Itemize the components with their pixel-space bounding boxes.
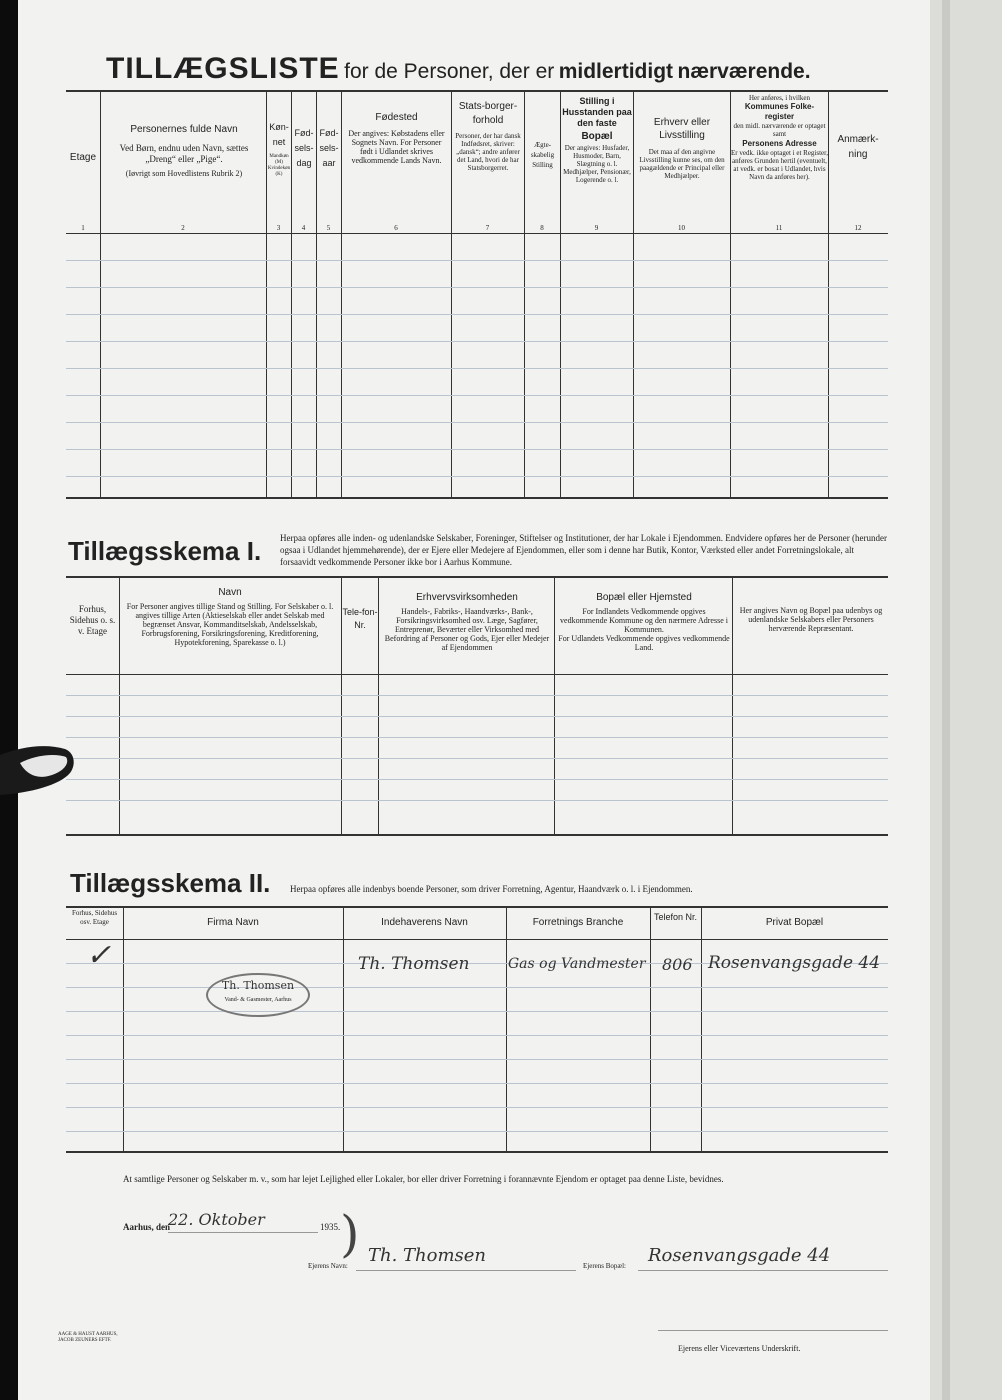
skema2-col-bopael: Privat Bopæl <box>765 917 824 928</box>
col-number: 3 <box>276 224 281 232</box>
printer-mark: AAGE & HAUST AARHUS, JACOB ZEUNERS EFTF. <box>58 1332 118 1343</box>
header-navn-title: Personernes fulde Navn <box>130 124 238 135</box>
skema1-col-bopael-sub2: For Udlandets Vedkommende opgives vedkommende Land. <box>558 634 730 652</box>
title-rest1: for de Personer, der er <box>344 60 555 83</box>
header-stilling <box>562 96 632 184</box>
header-navn <box>104 124 264 178</box>
form-page <box>18 0 930 1400</box>
header-erhverv <box>635 116 729 180</box>
stamp-name: Th. Thomsen <box>221 979 295 992</box>
col-number: 1 <box>81 224 85 232</box>
header-stilling-sub: Der angives: Husfader, Husmoder, Barn, Slægtning o. l. Medhjælper, Pensionær, Logerende o. l. <box>563 144 631 184</box>
header-bopael: Bopæl <box>581 131 613 142</box>
header-stats-title: Stats-borger-forhold <box>458 101 518 126</box>
footer-place: Aarhus, den <box>123 1222 171 1232</box>
header-aegte: Ægte-skabelig Stilling <box>530 141 555 169</box>
footer-owner-name: Th. Thomsen <box>368 1245 487 1266</box>
footer-signature-label: Ejerens eller Viceværtens Underskrift. <box>678 1344 801 1353</box>
skema2-col-firma: Firma Navn <box>207 917 259 928</box>
header-kommune-bold: Kommunes Folke-register <box>744 102 815 121</box>
header-fodested <box>345 112 448 165</box>
col-number: 7 <box>485 224 490 232</box>
col-number: 9 <box>594 224 599 232</box>
skema1-col-bopael-sub1: For Indlandets Vedkommende opgives vedkommende Kommune og den nærmere Adresse i Kommunen. <box>560 607 728 634</box>
header-navn-sub: Ved Børn, endnu uden Navn, sættes „Dreng“ eller „Pige“. <box>119 143 249 164</box>
header-fodselsaar: Fød-sels-aar <box>319 128 339 168</box>
skema1-col-rep: Her angives Navn og Bopæl paa udenbys og udenlandske Selskabers eller Personers herværende Repræsentant. <box>739 606 883 633</box>
checkmark: ✓ <box>86 938 112 973</box>
col-number: 10 <box>678 224 685 232</box>
skema1-col-bopael <box>558 592 730 652</box>
col-number: 2 <box>181 224 185 232</box>
skema1-col-erhverv-title: Erhvervsvirksomheden <box>416 592 518 603</box>
skema1-col-navn-sub: For Personer angives tillige Stand og Stilling. For Selskaber o. l. angives tillige Arten (Aktieselskab eller andet Selskab med begrænset Ansvar, Kommanditselskab, Andelsselskab, Forbrugsforening, Forsikringsforening, Kreditforening, Hypotekforening, Sparekasse o. l.) <box>126 602 334 647</box>
footer-owner-address: Rosenvangsgade 44 <box>648 1245 831 1266</box>
skema1-title: Tillægsskema I. <box>68 536 262 566</box>
skema2-title: Tillægsskema II. <box>70 868 271 898</box>
footer-year: 1935. <box>320 1222 341 1232</box>
col-number: 4 <box>301 224 306 232</box>
header-erhverv-title: Erhverv eller Livsstilling <box>653 117 711 141</box>
footer-statement: At samtlige Personer og Selskaber m. v., som har lejet Lejlighed eller Lokaler, bor eller driver Forretning i forannævnte Ejendom er optaget paa denne Liste, bevidnes. <box>123 1174 724 1184</box>
title-rest2: nærværende. <box>677 60 811 83</box>
header-fodested-sub: Der angives: Købstadens eller Sognets Navn. For Personer født i Udlandet skrives vedkommende Lands Navn. <box>348 129 445 165</box>
skema2-col-indehaver: Indehaverens Navn <box>381 917 468 928</box>
thumb-image <box>0 735 80 805</box>
branche-entry: Gas og Vandmester <box>508 956 646 972</box>
header-kommune-mid: den midl. nærværende er optaget samt <box>733 122 826 138</box>
stamp-trade: Vand- & Gasmester, Aarhus <box>224 997 292 1003</box>
telefon-entry: 806 <box>662 955 693 974</box>
footer-owner-name-label: Ejerens Navn: <box>308 1262 348 1270</box>
skema1-col-erhverv <box>382 592 552 652</box>
col-number: 8 <box>540 224 544 232</box>
header-kommune-adr: Personens Adresse <box>742 139 817 148</box>
bopael-entry: Rosenvangsgade 44 <box>708 953 881 973</box>
skema1-intro: Herpaa opføres alle inden- og udenlandske Selskaber, Foreninger, Stiftelser og Institutioner, der har Lokale i Ejendommen. Endvidere opføres her de Personer (herunder ogsaa i Udlandet hjemmehørende), der er Ejere eller Medejere af Ejendommen, eller som i denne har Butik, Kontor, Værksted eller andet Forretningslokale, alt forsaavidt vedkommende Personer ikke bor i Aarhus Kommune. <box>280 533 887 567</box>
col-number: 6 <box>394 224 398 232</box>
header-navn-note: (Iøvrigt som Hovedlistens Rubrik 2) <box>125 169 243 178</box>
col-number: 11 <box>775 224 783 232</box>
bracket-mark: ) <box>340 1205 360 1263</box>
header-kommune <box>731 94 828 181</box>
skema2-intro: Herpaa opføres alle indenbys boende Personer, som driver Forretning, Agentur, Haandværk o. l. i Ejendommen. <box>290 884 693 894</box>
title-main: TILLÆGSLISTE <box>106 52 340 85</box>
col-number: 12 <box>854 224 862 232</box>
page-title <box>106 52 906 92</box>
header-anm: Anmærk-ning <box>837 134 879 160</box>
header-stats <box>453 100 523 172</box>
skema2-col-branche: Forretnings Branche <box>532 917 624 928</box>
company-stamp <box>206 973 310 1017</box>
header-erhverv-sub: Det maa af den angivne Livsstilling kunne ses, om den paagældende er Principal eller Medhjælper. <box>639 148 725 180</box>
header-fodested-title: Fødested <box>375 112 418 123</box>
skema1-col-telefon: Tele-fon-Nr. <box>342 607 378 630</box>
skema1-col-forhus: Forhus, Sidehus o. s. v. Etage <box>69 604 116 636</box>
header-fodselsdag: Fød-sels-dag <box>294 128 314 168</box>
skema1-col-erhverv-sub: Handels-, Fabriks-, Haandværks-, Bank-, Forsikringsvirksomhed osv. Læge, Sagfører, Entreprenør, Beværter eller Virksomhed med Befordring af Personer og Gods, Ejer eller Medejer af Ejendommen <box>384 607 550 652</box>
header-kommune-top: Her anføres, i hvilken <box>748 94 811 102</box>
footer-owner-address-label: Ejerens Bopæl: <box>583 1262 626 1270</box>
skema1-col-navn-title: Navn <box>218 587 242 598</box>
skema1-col-navn <box>122 587 338 647</box>
skema1-col-bopael-title: Bopæl eller Hjemsted <box>596 592 692 603</box>
header-kon-sub: Mandkøn (M) Kvindekøn (K) <box>267 154 291 177</box>
header-kon <box>267 120 291 178</box>
owner-name-entry: Th. Thomsen <box>358 954 470 974</box>
title-mid: midlertidigt <box>558 60 674 83</box>
footer-date: 22. Oktober <box>168 1210 265 1229</box>
header-kommune-sub: Er vedk. ikke optaget i et Register, anføres Grunden hertil (eventuelt, at vedk. er bosat i Udlandet, hvis Navn da anføres her). <box>731 149 828 181</box>
col-number: 5 <box>326 224 331 232</box>
header-stats-sub: Personer, der har dansk Indfødsret, skriver: „dansk“; andre anfører det Land, hvori de har Statsborgerret. <box>455 132 521 172</box>
skema2-col-telefon: Telefon Nr. <box>653 912 698 922</box>
header-stilling-title: Stilling i Husstanden paa den faste <box>562 96 632 128</box>
header-kon-title: Køn-net <box>269 122 289 147</box>
skema2-col-forhus: Forhus, Sidehus osv. Etage <box>71 909 118 926</box>
header-etage: Etage <box>69 152 97 163</box>
next-page-edge <box>930 0 1002 1400</box>
